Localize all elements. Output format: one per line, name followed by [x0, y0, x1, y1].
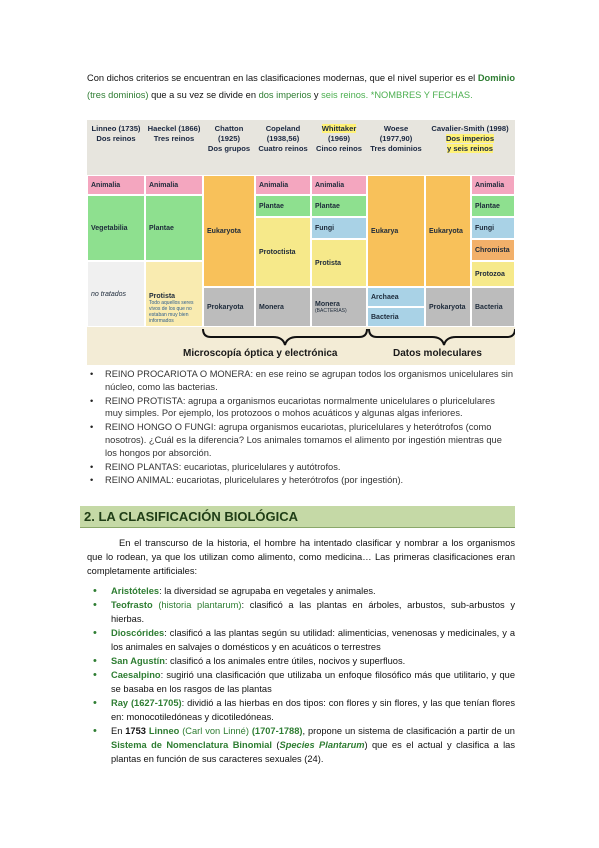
header-chatton: [203, 120, 255, 175]
person-name: San Agustín: [111, 656, 165, 666]
header-chatton-name: Chatton: [214, 124, 244, 133]
footer-microscopy: Microscopía óptica y electrónica: [183, 348, 338, 359]
classification-table-figure: [87, 120, 515, 365]
cell-whittaker-protista: Protista: [311, 239, 367, 287]
cell-whittaker-animalia: Animalia: [311, 175, 367, 195]
list-item: • REINO ANIMAL: eucariotas, pluricelulares y heterótrofos (por ingestión).: [87, 474, 515, 487]
header-haeckel: [145, 120, 203, 175]
list-item: [87, 584, 515, 598]
intro-text-3: y: [311, 90, 322, 100]
list-item: [87, 696, 515, 724]
work-title: Species Plantarum: [279, 740, 365, 750]
header-linneo-name: Linneo (1735): [91, 124, 141, 133]
header-woese-sub: Tres dominios: [370, 144, 422, 153]
header-woese-name: Woese: [383, 124, 409, 133]
cell-haeckel-plantae: Plantae: [145, 195, 203, 261]
header-whittaker-year: (1969): [328, 134, 350, 143]
header-woese-year: (1977,90): [379, 134, 413, 143]
term-seis-reinos: seis reinos: [321, 90, 366, 100]
history-paragraph: En el transcurso de la historia, el hombre ha intentado clasificar y nombrar a los organismos que lo rodean, ya que los utilizan como alimento, como medicina… Las primeras clasificaciones eran completamente artificiales:: [87, 538, 515, 576]
cell-cs-protozoa: Protozoa: [471, 261, 515, 287]
list-item: • REINO PLANTAS: eucariotas, pluricelulares y autótrofos.: [87, 461, 515, 474]
person-dates: (1707-1788): [248, 726, 303, 736]
cell-woese-bacteria: Bacteria: [367, 307, 425, 327]
list-item: • REINO PROTISTA: agrupa a organismos eucariotas normalmente unicelulares o pluricelulares muy simples. Por ejemplo, los protozoos o mohos acuáticos y algunas algas inferiores.: [87, 395, 515, 421]
cell-haeckel-protista-note: Todo aquellos seres vivos de los que no estaban muy bien informados: [149, 300, 194, 324]
cell-whittaker-fungi: Fungi: [311, 217, 367, 239]
cell-copeland-animalia: Animalia: [255, 175, 311, 195]
person-name: Dioscórides: [111, 628, 165, 638]
term-dominio: Dominio: [477, 73, 515, 83]
header-woese: [367, 120, 425, 175]
list-item: [87, 654, 515, 668]
cell-cs-plantae: Plantae: [471, 195, 515, 217]
header-copeland: [255, 120, 311, 175]
cell-haeckel-protista: [145, 261, 203, 327]
list-item: • REINO HONGO O FUNGI: agrupa organismos eucariotas, pluricelulares y heterótrofos (como nosotros). ¿Cuál es la diferencia? Los animales tomamos el alimento por ingestión mientras que los hongos por absorción.: [87, 421, 515, 459]
header-copeland-year: (1938,56): [266, 134, 300, 143]
header-cavalier-smith-sub: Dos imperios: [445, 134, 495, 143]
list-item: [87, 626, 515, 654]
cell-linneo-animalia: Animalia: [87, 175, 145, 195]
person-name: Caesalpino: [111, 670, 161, 680]
cell-linneo-no-tratados: no tratados: [87, 261, 145, 327]
cell-cs-animalia: Animalia: [471, 175, 515, 195]
header-haeckel-sub: Tres reinos: [153, 134, 195, 143]
grouping-braces: [87, 327, 515, 349]
cell-copeland-plantae: Plantae: [255, 195, 311, 217]
cell-whittaker-monera: [311, 287, 367, 327]
cell-cs-prokaryota: Prokaryota: [425, 287, 471, 327]
intro-text-2: que a su vez se divide en: [148, 90, 259, 100]
item-text: : sugirió una clasificación que utilizaba un enfoque filosófico más que utilitario, y que se basaba en los rasgos de las plantas: [111, 670, 515, 694]
cell-whittaker-monera-sub: (BACTERIAS): [315, 307, 347, 314]
header-linneo: [87, 120, 145, 175]
term-tres-dominios: (tres dominios): [87, 90, 149, 100]
header-copeland-sub: Cuatro reinos: [258, 144, 308, 153]
cell-chatton-prokaryota: Prokaryota: [203, 287, 255, 327]
cell-cs-fungi: Fungi: [471, 217, 515, 239]
header-cavalier-smith-name: Cavalier-Smith (1998): [431, 124, 509, 133]
cell-copeland-monera: Monera: [255, 287, 311, 327]
item-text: En: [111, 726, 126, 736]
person-name: Aristóteles: [111, 586, 160, 596]
list-item: • REINO PROCARIOTA O MONERA: en ese reino se agrupan todos los organismos unicelulares sin núcleo, como las bacterias.: [87, 368, 515, 394]
item-text: : clasificó a las plantas en árboles, arbustos, sub-arbustos y hierbas.: [111, 600, 515, 624]
item-text: : la diversidad se agrupaba en vegetales y animales.: [159, 586, 376, 596]
work-title: (historia plantarum): [158, 600, 242, 610]
item-text: : clasificó a los animales entre útiles, nocivos y superfluos.: [164, 656, 406, 666]
cell-cs-chromista: Chromista: [471, 239, 515, 261]
header-chatton-year: (1925): [218, 134, 240, 143]
person-alias: (Carl von Linné): [179, 726, 249, 736]
section-heading: 2. LA CLASIFICACIÓN BIOLÓGICA: [80, 506, 515, 528]
header-whittaker: [311, 120, 367, 175]
cell-woese-archaea: Archaea: [367, 287, 425, 307]
intro-text: Con dichos criterios se encuentran en las clasificaciones modernas, que el nivel superior es el: [87, 73, 478, 83]
term-dos-imperios: dos imperios: [258, 90, 312, 100]
item-text: : dividió a las hierbas en dos tipos: con flores y sin flores, y las que tenían flores en: monocotiledóneas y dicotiledóneas.: [111, 698, 515, 722]
person-name: Teofrasto: [111, 600, 153, 610]
cell-whittaker-plantae: Plantae: [311, 195, 367, 217]
item-text: ) que es el actual y clasifica a las plantas en función de sus caracteres sexuales (24).: [111, 740, 515, 764]
header-whittaker-sub: Cinco reinos: [316, 144, 362, 153]
header-whittaker-name: Whittaker: [321, 124, 357, 133]
history-list: [87, 584, 515, 766]
header-cavalier-smith: [425, 120, 515, 175]
header-cavalier-smith-sub2: y seis reinos: [446, 144, 493, 153]
intro-note: . *NOMBRES Y FECHAS.: [365, 90, 473, 100]
cell-haeckel-animalia: Animalia: [145, 175, 203, 195]
list-item: [87, 724, 515, 766]
item-text: (: [271, 740, 280, 750]
footer-molecular: Datos moleculares: [393, 348, 482, 359]
cell-copeland-protoctista: Protoctista: [255, 217, 311, 287]
item-text: , propone un sistema de clasificación a partir de un: [302, 726, 515, 736]
system-name: Sistema de Nomenclatura Binomial: [111, 740, 272, 750]
cell-cs-bacteria: Bacteria: [471, 287, 515, 327]
cell-cs-eukaryota: Eukaryota: [425, 175, 471, 287]
cell-woese-eukarya: Eukarya: [367, 175, 425, 287]
header-linneo-sub: Dos reinos: [96, 134, 136, 143]
header-copeland-name: Copeland: [265, 124, 301, 133]
cell-chatton-eukaryota: Eukaryota: [203, 175, 255, 287]
person-name: Ray (1627-1705): [111, 698, 182, 708]
intro-paragraph: [87, 70, 515, 104]
list-item: [87, 598, 515, 626]
person-name: Linneo: [145, 726, 180, 736]
header-chatton-sub: Dos grupos: [207, 144, 251, 153]
cell-linneo-vegetabilia: Vegetabilia: [87, 195, 145, 261]
header-haeckel-name: Haeckel (1866): [147, 124, 201, 133]
cell-haeckel-protista-label: Protista: [149, 293, 176, 300]
kingdom-list: [87, 368, 515, 488]
list-item: [87, 668, 515, 696]
item-text: : clasificó a las plantas según su utilidad: alimenticias, venenosas y medicinales, y a los animales en salvajes o domésticos y en acuáticos o terrestres: [111, 628, 515, 652]
year: 1753: [125, 726, 146, 736]
cell-whittaker-monera-label: Monera: [315, 300, 340, 308]
